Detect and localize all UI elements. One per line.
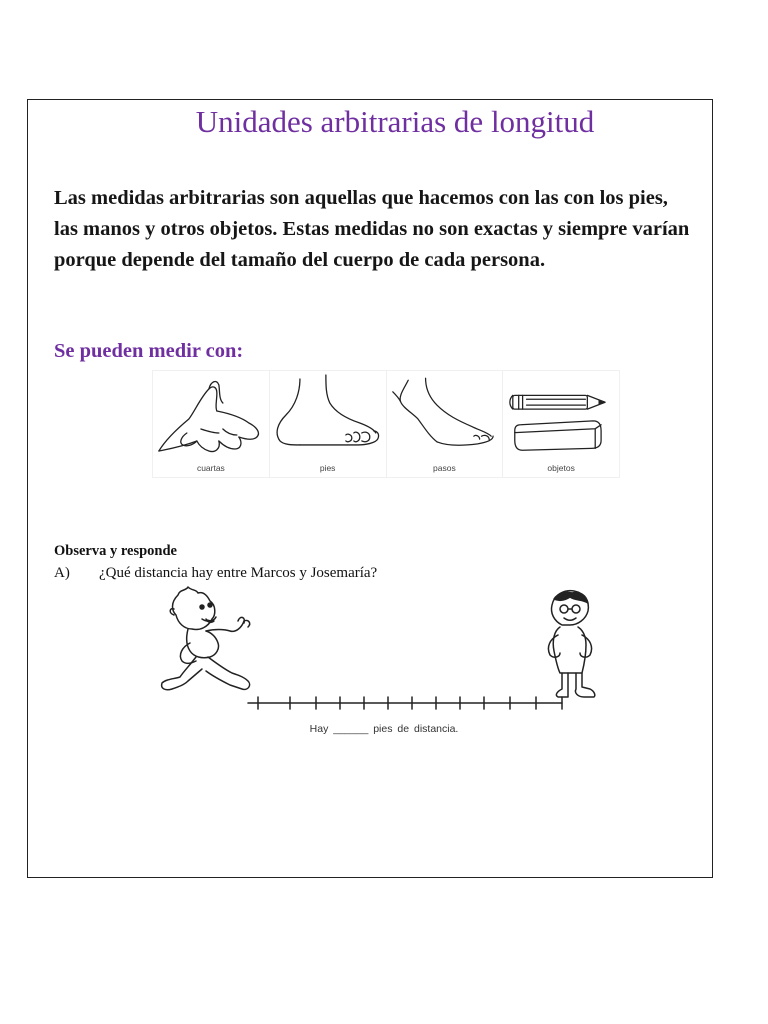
running-boy-figure <box>162 587 250 690</box>
measure-with-heading: Se pueden medir con: <box>54 340 244 362</box>
unit-cuartas <box>153 371 270 477</box>
answer-sentence: Hay ______ pies de distancia. <box>309 723 459 735</box>
question-text: ¿Qué distancia hay entre Marcos y Josemaría? <box>99 565 378 581</box>
unit-label: objetos <box>547 463 575 473</box>
unit-label: cuartas <box>196 463 225 473</box>
pencil-eraser-icon <box>503 371 619 457</box>
question-letter: A) <box>54 565 70 581</box>
unit-objetos <box>503 371 619 477</box>
unit-label: pasos <box>433 463 456 473</box>
unit-pies <box>270 371 387 477</box>
page-title: Unidades arbitrarias de longitud <box>195 104 595 139</box>
intro-paragraph: Las medidas arbitrarias son aquellas que hacemos con las con los pies, las manos y otros objetos. Estas medidas no son exactas y siempre varían porque depende del tamaño del cuerpo de cada persona. <box>54 187 690 271</box>
hand-span-icon <box>153 371 269 457</box>
unit-label: pies <box>319 463 336 473</box>
foot-icon <box>270 371 386 457</box>
step-foot-icon <box>387 371 503 457</box>
exercise-question <box>54 565 377 582</box>
distance-illustration <box>150 585 620 715</box>
standing-boy-figure <box>548 591 594 697</box>
unit-pasos <box>387 371 504 477</box>
distance-number-line <box>248 697 562 709</box>
exercise-prompt: Observa y responde <box>54 543 177 559</box>
measuring-units-strip <box>152 370 620 478</box>
